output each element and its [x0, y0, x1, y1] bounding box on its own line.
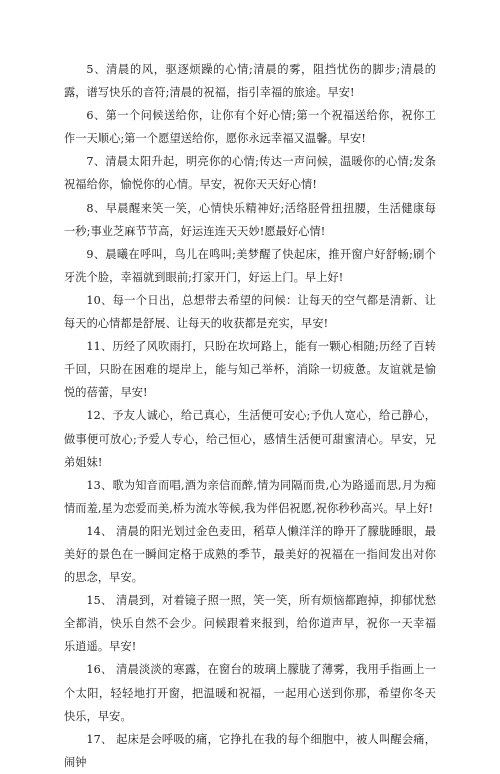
- paragraph-14: 14、 清晨的阳光划过金色麦田，稻草人懒洋洋的睁开了朦胧睡眼，最美好的景色在一瞬间定格于成熟的季节，最美好的祝福在一指间发出对你的思念，早安。: [64, 524, 436, 585]
- paragraph-9: 9、晨曦在呼叫，鸟儿在鸣叫;美梦醒了快起床，推开窗户好舒畅;刷个牙洗个脸，幸福就到眼前;打家开门，好运上门。早上好!: [64, 247, 436, 284]
- paragraph-10: 10、每一个日出，总想带去希望的问候：让每天的空气都是清新、让每天的心情都是舒展、让每天的收获都是充实，早安!: [64, 293, 436, 331]
- paragraph-11: 11、历经了风吹雨打，只盼在坎坷路上，能有一颗心相随;历经了百转千回，只盼在困难的堤岸上，能与知己举杯，消除一切疲惫。友谊就是愉悦的蓓蕾，早安!: [64, 340, 436, 400]
- paragraph-7: 7、清晨太阳升起，明亮你的心情;传达一声问候，温暖你的心情;发条祝福给你，愉悦你的心情。早安，祝你天天好心情!: [64, 155, 436, 192]
- paragraph-12: 12、予友人诚心，给己真心，生活便可安心;予仇人宽心，给己静心，做事便可放心;予爱人专心，给己恒心，感情生活便可甜蜜清心。早安，兄弟姐妹!: [64, 409, 436, 469]
- paragraph-5: 5、清晨的风，驱逐烦躁的心情;清晨的雾，阻挡忧伤的脚步;清晨的露，谱写快乐的音符;清晨的祝福，指引幸福的旅途。早安!: [64, 63, 436, 100]
- paragraph-17: 17、 起床是会呼吸的痛，它挣扎在我的每个细胞中，被人叫醒会痛，闹钟: [64, 732, 436, 769]
- paragraph-6: 6、第一个问候送给你，让你有个好心情;第一个祝福送给你，祝你工作一天顺心;第一个愿望送给你，愿你永远幸福又温馨。早安!: [64, 109, 436, 146]
- paragraph-16: 16、 清晨淡淡的寒露，在窗台的玻璃上朦胧了薄雾，我用手指画上一个太阳，轻轻地打开窗，把温暖和祝福，一起用心送到你那，希望你冬天快乐，早安。: [64, 663, 436, 723]
- paragraph-8: 8、早晨醒来笑一笑，心情快乐精神好;活络胫骨扭扭腰，生活健康每一秒;事业芝麻节节高，好运连连天天妙!愿最好心情!: [64, 201, 436, 238]
- paragraph-15: 15、 清晨到，对着镜子照一照，笑一笑，所有烦恼都跑掉，抑郁忧愁全都消，快乐自然不会少。问候跟着来报到，给你道声早，祝你一天幸福乐逍遥。早安!: [64, 594, 436, 654]
- paragraph-13: 13、歌为知音而唱,酒为亲信而醉,情为同隔而贵,心为路遥而思,月为痴情而羞,星为恋爱而美,桥为流水等候,我为伴侣祝愿,祝你秒秒高兴。早上好!: [64, 478, 436, 515]
- document-body: [64, 58, 436, 774]
